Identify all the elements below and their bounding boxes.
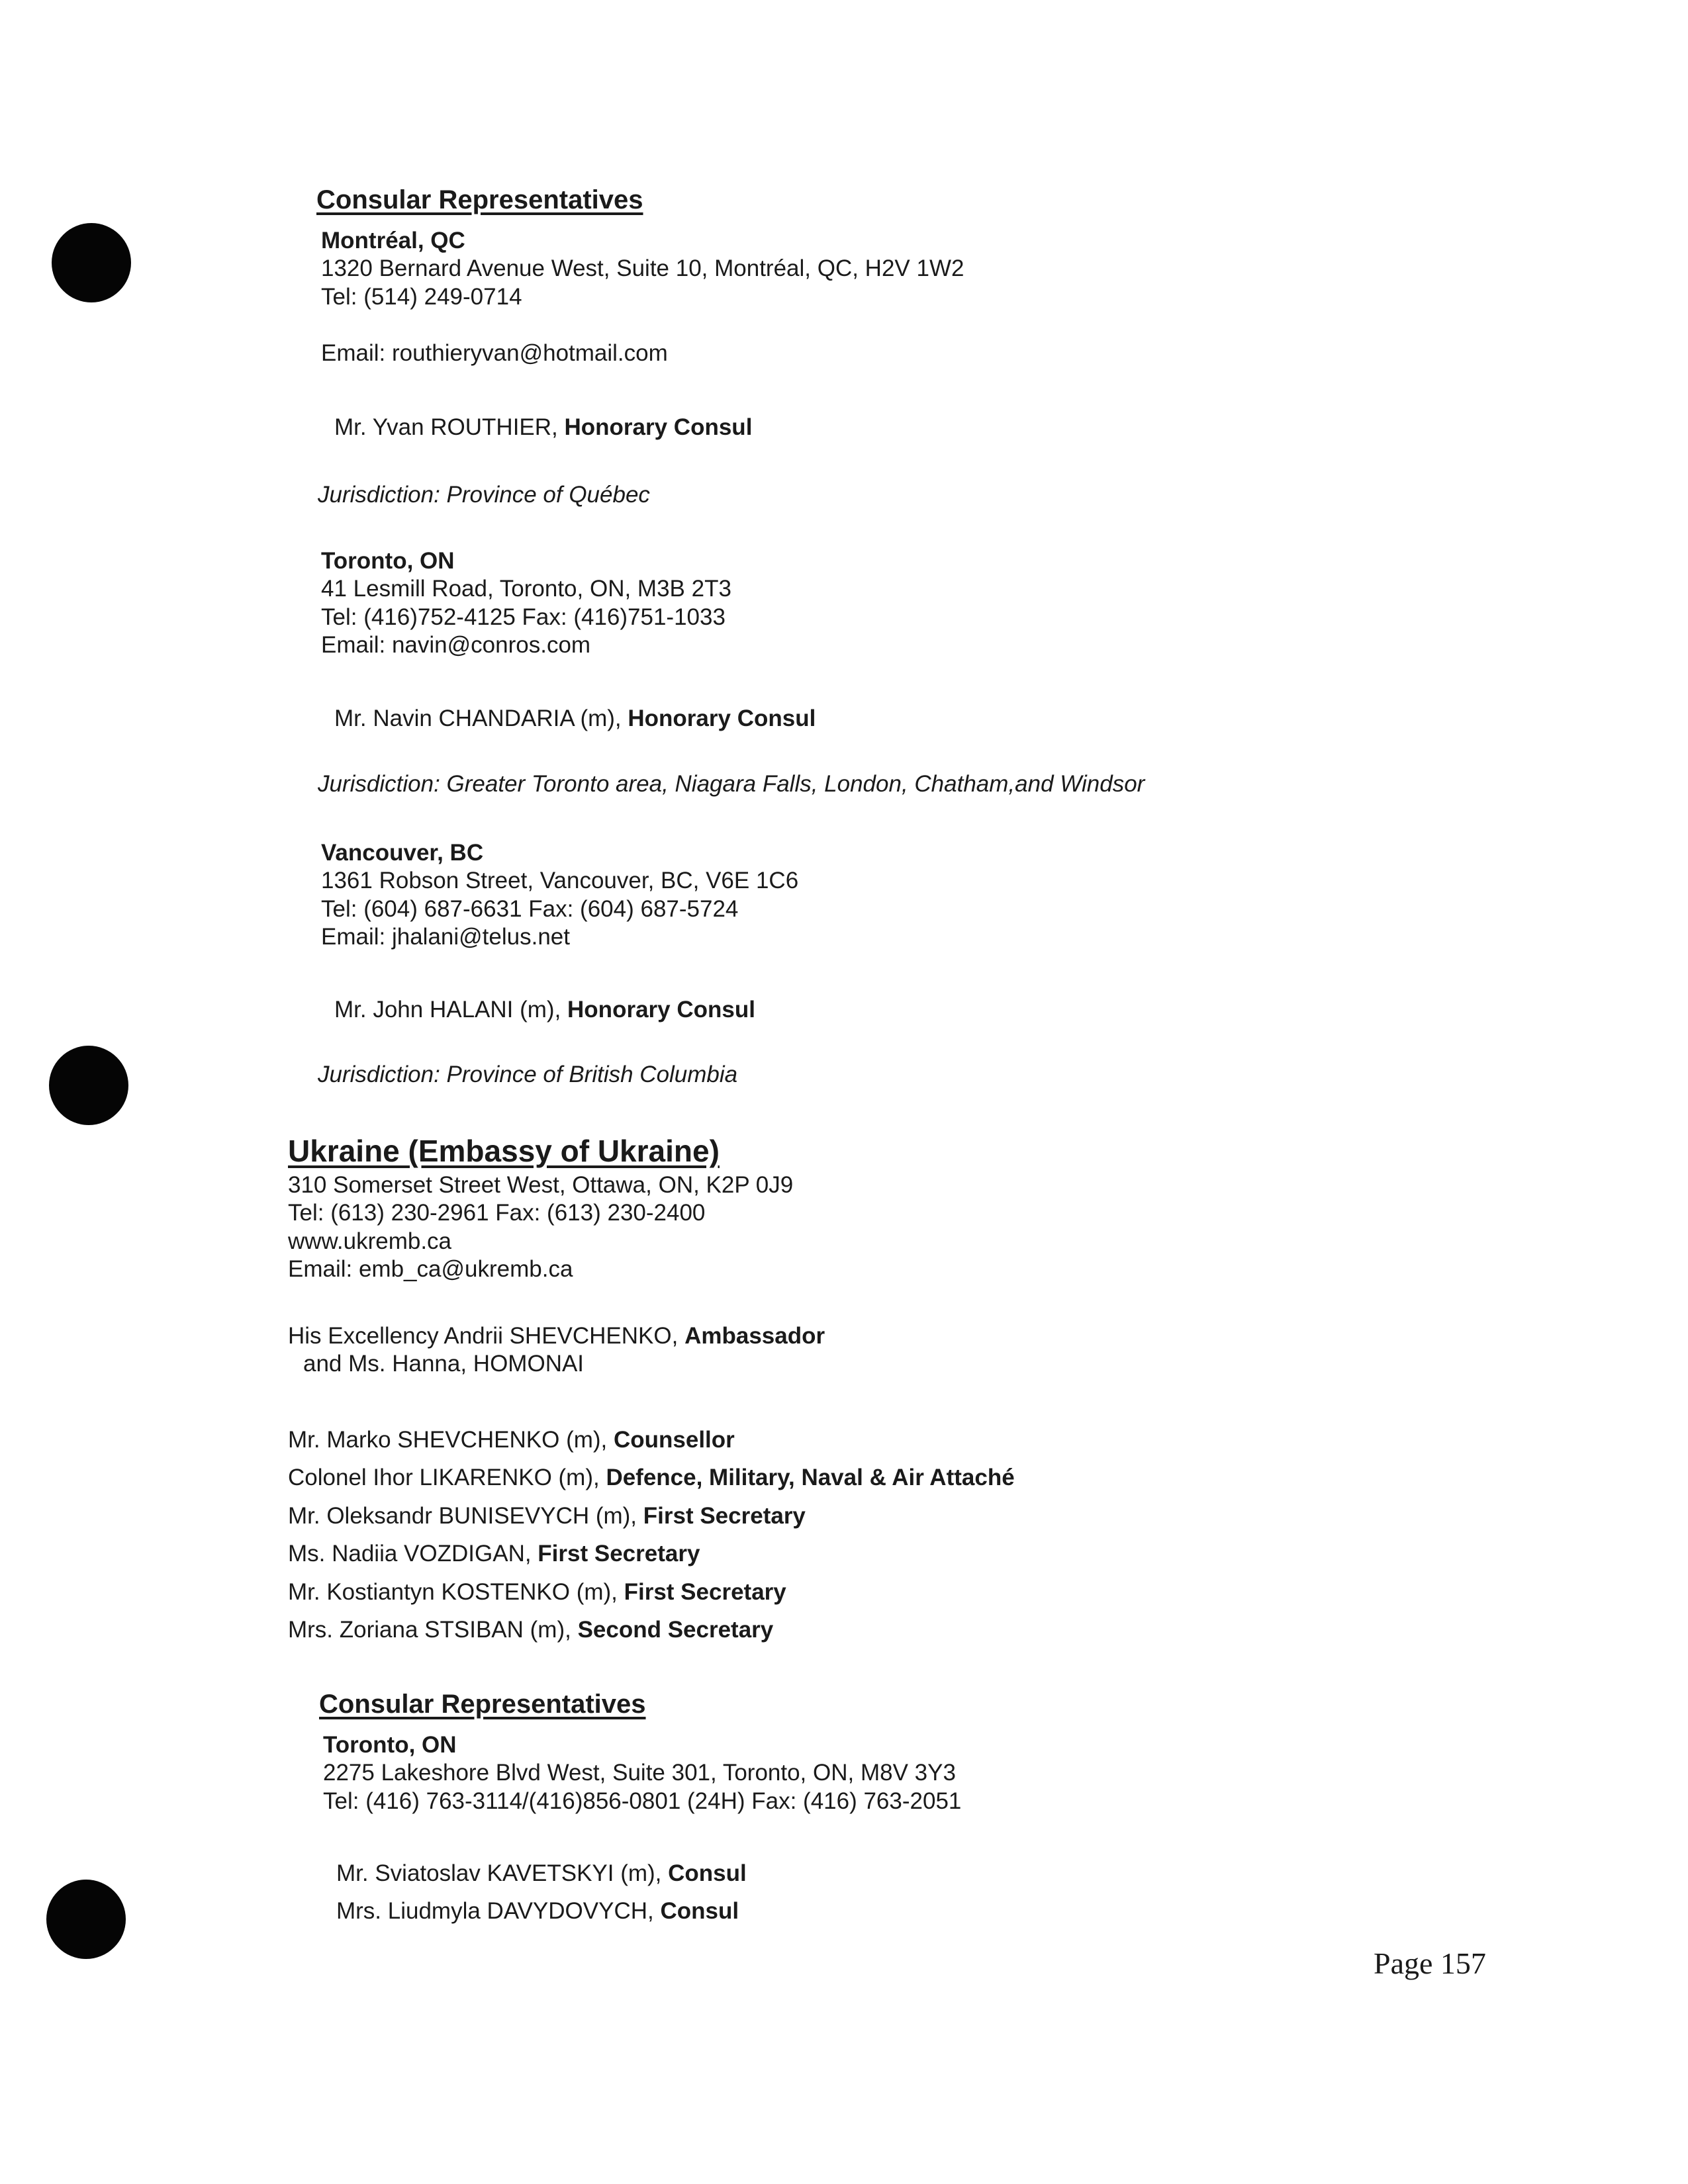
person-name: Mr. Yvan ROUTHIER, — [334, 414, 565, 440]
consular-heading-ukraine: Consular Representatives — [319, 1690, 646, 1719]
staff-title: First Secretary — [538, 1541, 700, 1567]
punch-hole-bottom — [46, 1880, 126, 1959]
punch-hole-middle — [49, 1046, 128, 1125]
page-number: Page 157 — [1374, 1946, 1486, 1980]
address-vancouver: 1361 Robson Street, Vancouver, BC, V6E 1C6 — [321, 868, 799, 893]
tel-toronto-ukraine: Tel: (416) 763-3114/(416)856-0801 (24H) Fax: (416) 763-2051 — [323, 1788, 962, 1814]
person-entry-halani — [334, 996, 755, 1024]
person-name: Mr. John HALANI (m), — [334, 997, 568, 1023]
ambassador-title: Ambassador — [684, 1323, 825, 1349]
staff-entry — [288, 1502, 806, 1530]
consul-title: Consul — [668, 1860, 747, 1886]
consul-name: Mr. Sviatoslav KAVETSKYI (m), — [336, 1860, 669, 1886]
staff-title: First Secretary — [643, 1503, 806, 1529]
staff-title: Defence, Military, Naval & Air Attaché — [606, 1465, 1015, 1490]
address-montreal: 1320 Bernard Avenue West, Suite 10, Montréal, QC, H2V 1W2 — [321, 255, 964, 281]
city-heading-toronto: Toronto, ON — [321, 548, 455, 574]
jurisdiction-montreal: Jurisdiction: Province of Québec — [318, 482, 650, 508]
embassy-heading: Ukraine (Embassy of Ukraine) — [288, 1134, 720, 1168]
person-title: Honorary Consul — [564, 414, 753, 440]
ambassador-entry — [288, 1322, 825, 1350]
city-heading-montreal: Montréal, QC — [321, 228, 465, 253]
person-name: Mr. Navin CHANDARIA (m), — [334, 705, 628, 731]
tel-vancouver: Tel: (604) 687-6631 Fax: (604) 687-5724 — [321, 896, 739, 922]
email-toronto: Email: navin@conros.com — [321, 632, 591, 658]
jurisdiction-vancouver: Jurisdiction: Province of British Columbia — [318, 1062, 738, 1087]
person-title: Honorary Consul — [567, 997, 755, 1023]
staff-entry — [288, 1464, 1015, 1492]
consular-heading: Consular Representatives — [316, 185, 643, 214]
city-heading-toronto-ukraine: Toronto, ON — [323, 1732, 457, 1758]
consul-title: Consul — [660, 1898, 739, 1924]
embassy-tel: Tel: (613) 230-2961 Fax: (613) 230-2400 — [288, 1200, 706, 1226]
email-montreal: Email: routhieryvan@hotmail.com — [321, 340, 668, 366]
staff-title: Second Secretary — [577, 1617, 774, 1643]
staff-name: Mr. Kostiantyn KOSTENKO (m), — [288, 1579, 624, 1605]
person-title: Honorary Consul — [628, 705, 816, 731]
punch-hole-top — [52, 223, 131, 302]
staff-name: Ms. Nadiia VOZDIGAN, — [288, 1541, 538, 1567]
staff-name: Mr. Oleksandr BUNISEVYCH (m), — [288, 1503, 643, 1529]
tel-toronto: Tel: (416)752-4125 Fax: (416)751-1033 — [321, 604, 726, 630]
staff-name: Mrs. Zoriana STSIBAN (m), — [288, 1617, 578, 1643]
ambassador-name: His Excellency Andrii SHEVCHENKO, — [288, 1323, 685, 1349]
address-toronto-ukraine: 2275 Lakeshore Blvd West, Suite 301, Toronto, ON, M8V 3Y3 — [323, 1760, 956, 1786]
city-heading-vancouver: Vancouver, BC — [321, 840, 484, 866]
staff-entry — [288, 1616, 773, 1644]
consul-entry — [336, 1897, 739, 1925]
embassy-website: www.ukremb.ca — [288, 1228, 452, 1254]
staff-entry — [288, 1426, 735, 1454]
staff-name: Colonel Ihor LIKARENKO (m), — [288, 1465, 606, 1490]
staff-entry — [288, 1540, 700, 1568]
staff-name: Mr. Marko SHEVCHENKO (m), — [288, 1427, 614, 1453]
person-entry-chandaria — [334, 705, 816, 733]
staff-title: First Secretary — [624, 1579, 786, 1605]
email-vancouver: Email: jhalani@telus.net — [321, 924, 570, 950]
staff-title: Counsellor — [613, 1427, 735, 1453]
consul-name: Mrs. Liudmyla DAVYDOVYCH, — [336, 1898, 661, 1924]
tel-montreal: Tel: (514) 249-0714 — [321, 284, 522, 310]
jurisdiction-toronto: Jurisdiction: Greater Toronto area, Niagara Falls, London, Chatham,and Windsor — [318, 771, 1145, 797]
person-entry-routhier — [334, 414, 752, 441]
consul-entry — [336, 1860, 747, 1888]
ambassador-spouse: and Ms. Hanna, HOMONAI — [303, 1351, 585, 1377]
embassy-address: 310 Somerset Street West, Ottawa, ON, K2P 0J9 — [288, 1172, 794, 1198]
embassy-email: Email: emb_ca@ukremb.ca — [288, 1256, 573, 1282]
staff-entry — [288, 1578, 786, 1606]
address-toronto: 41 Lesmill Road, Toronto, ON, M3B 2T3 — [321, 576, 731, 602]
